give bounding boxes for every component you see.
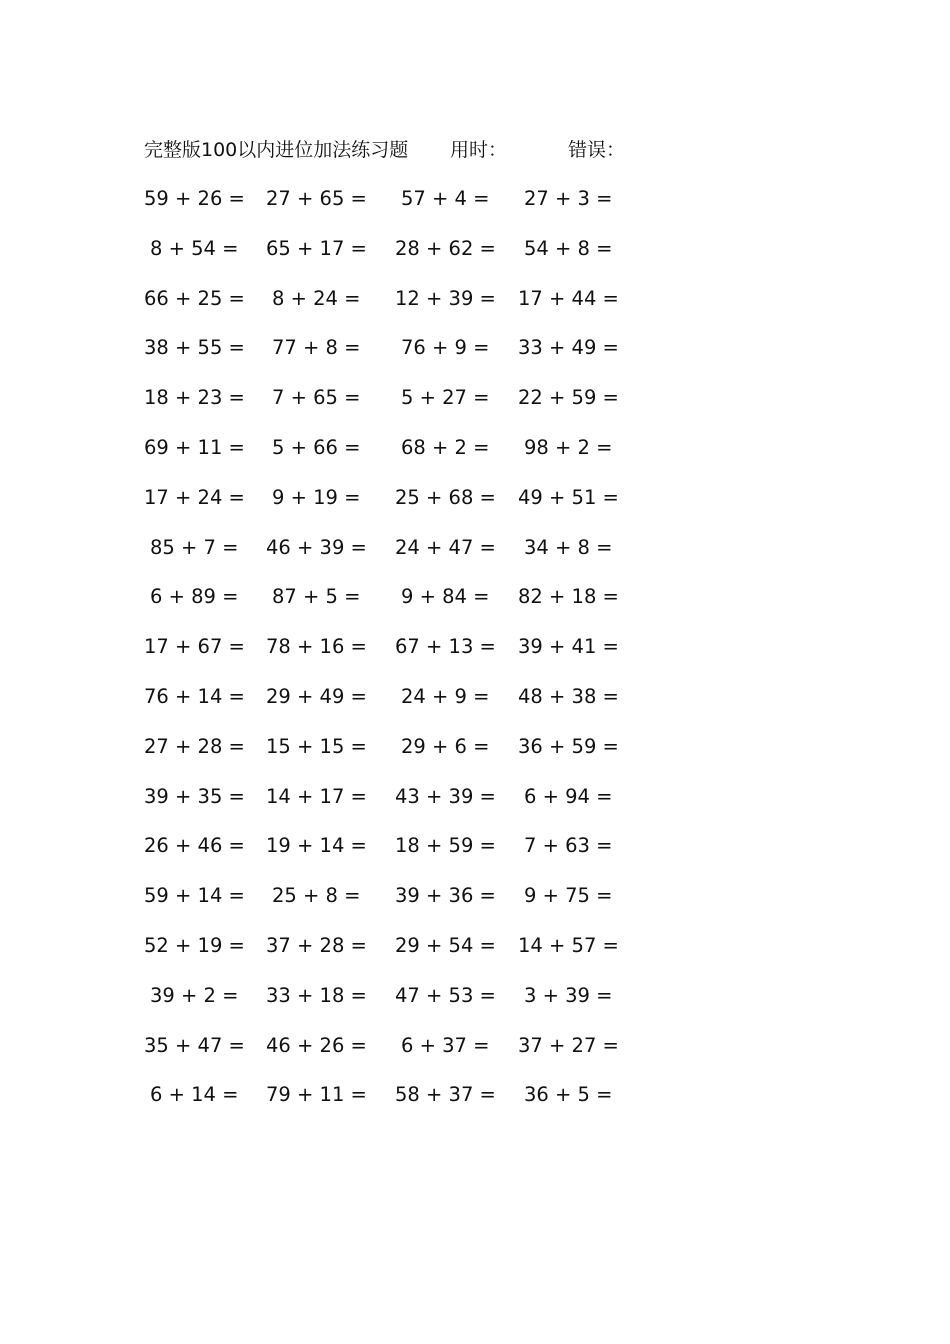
problem-cell: 49 + 51 = [518, 485, 619, 509]
worksheet-title: 完整版100以内进位加法练习题 [144, 139, 409, 161]
problem-cell: 76 + 14 = [144, 684, 245, 708]
problem-cell: 7 + 63 = [524, 834, 613, 858]
problem-cell: 27 + 3 = [524, 187, 613, 210]
problem-row [0, 784, 950, 834]
problem-cell: 76 + 9 = [401, 336, 490, 360]
time-used-label: 用时： [450, 139, 508, 161]
problem-cell: 39 + 41 = [518, 635, 619, 659]
problem-cell: 48 + 38 = [518, 684, 619, 708]
problem-cell: 37 + 28 = [266, 933, 367, 957]
problem-cell: 33 + 18 = [266, 983, 367, 1007]
problem-row [0, 1033, 950, 1083]
problem-cell: 18 + 23 = [144, 386, 245, 410]
problem-cell: 82 + 18 = [518, 585, 619, 609]
problem-cell: 22 + 59 = [518, 386, 619, 410]
problem-cell: 28 + 62 = [395, 236, 496, 260]
problem-cell: 59 + 26 = [144, 187, 245, 210]
problem-cell: 17 + 44 = [518, 286, 619, 310]
problem-cell: 65 + 17 = [266, 236, 367, 260]
problem-cell: 12 + 39 = [395, 286, 496, 310]
problem-cell: 6 + 89 = [150, 585, 239, 609]
problem-cell: 17 + 67 = [144, 635, 245, 659]
problem-cell: 39 + 35 = [144, 784, 245, 808]
problem-cell: 17 + 24 = [144, 485, 245, 509]
problem-row [0, 485, 950, 535]
problem-cell: 87 + 5 = [272, 585, 361, 609]
problem-cell: 43 + 39 = [395, 784, 496, 808]
problem-cell: 54 + 8 = [524, 236, 613, 260]
problem-row [0, 883, 950, 933]
problem-cell: 14 + 17 = [266, 784, 367, 808]
problem-cell: 5 + 66 = [272, 435, 361, 459]
problem-cell: 24 + 9 = [401, 684, 490, 708]
problem-cell: 85 + 7 = [150, 535, 239, 559]
problem-row [0, 833, 950, 883]
problem-row [0, 385, 950, 435]
problem-row [0, 435, 950, 485]
problem-cell: 46 + 26 = [266, 1033, 367, 1057]
problem-cell: 79 + 11 = [266, 1083, 367, 1107]
problem-cell: 25 + 8 = [272, 884, 361, 908]
problem-row [0, 933, 950, 983]
problem-cell: 78 + 16 = [266, 635, 367, 659]
problem-cell: 6 + 14 = [150, 1083, 239, 1107]
problem-cell: 6 + 94 = [524, 784, 613, 808]
problem-cell: 36 + 5 = [524, 1083, 613, 1107]
error-count-label: 错误： [568, 139, 626, 161]
problem-cell: 6 + 37 = [401, 1033, 490, 1057]
problem-cell: 39 + 36 = [395, 884, 496, 908]
problem-row [0, 1082, 950, 1132]
problem-cell: 57 + 4 = [401, 187, 490, 210]
problem-cell: 98 + 2 = [524, 435, 613, 459]
problem-cell: 35 + 47 = [144, 1033, 245, 1057]
problem-cell: 19 + 14 = [266, 834, 367, 858]
problem-cell: 33 + 49 = [518, 336, 619, 360]
problem-cell: 9 + 75 = [524, 884, 613, 908]
problem-cell: 77 + 8 = [272, 336, 361, 360]
problem-grid [0, 186, 950, 1132]
problem-row [0, 983, 950, 1033]
problem-row [0, 734, 950, 784]
problem-cell: 59 + 14 = [144, 884, 245, 908]
problem-cell: 9 + 84 = [401, 585, 490, 609]
problem-cell: 29 + 54 = [395, 933, 496, 957]
problem-cell: 3 + 39 = [524, 983, 613, 1007]
problem-row [0, 335, 950, 385]
problem-cell: 34 + 8 = [524, 535, 613, 559]
problem-cell: 8 + 54 = [150, 236, 239, 260]
problem-cell: 69 + 11 = [144, 435, 245, 459]
problem-cell: 36 + 59 = [518, 734, 619, 758]
problem-cell: 18 + 59 = [395, 834, 496, 858]
problem-cell: 38 + 55 = [144, 336, 245, 360]
problem-cell: 25 + 68 = [395, 485, 496, 509]
problem-cell: 68 + 2 = [401, 435, 490, 459]
problem-cell: 26 + 46 = [144, 834, 245, 858]
problem-cell: 27 + 65 = [266, 187, 367, 210]
problem-row [0, 535, 950, 585]
problem-cell: 27 + 28 = [144, 734, 245, 758]
problem-cell: 5 + 27 = [401, 386, 490, 410]
problem-cell: 14 + 57 = [518, 933, 619, 957]
problem-cell: 29 + 6 = [401, 734, 490, 758]
problem-row [0, 286, 950, 336]
problem-cell: 67 + 13 = [395, 635, 496, 659]
problem-cell: 47 + 53 = [395, 983, 496, 1007]
problem-cell: 9 + 19 = [272, 485, 361, 509]
problem-cell: 15 + 15 = [266, 734, 367, 758]
problem-cell: 52 + 19 = [144, 933, 245, 957]
problem-cell: 8 + 24 = [272, 286, 361, 310]
problem-cell: 7 + 65 = [272, 386, 361, 410]
problem-cell: 66 + 25 = [144, 286, 245, 310]
worksheet-header [144, 137, 644, 163]
problem-row [0, 236, 950, 286]
problem-cell: 58 + 37 = [395, 1083, 496, 1107]
problem-cell: 24 + 47 = [395, 535, 496, 559]
problem-row [0, 634, 950, 684]
problem-row [0, 584, 950, 634]
problem-cell: 39 + 2 = [150, 983, 239, 1007]
problem-cell: 29 + 49 = [266, 684, 367, 708]
problem-row [0, 684, 950, 734]
problem-cell: 46 + 39 = [266, 535, 367, 559]
problem-row [0, 186, 950, 236]
problem-cell: 37 + 27 = [518, 1033, 619, 1057]
